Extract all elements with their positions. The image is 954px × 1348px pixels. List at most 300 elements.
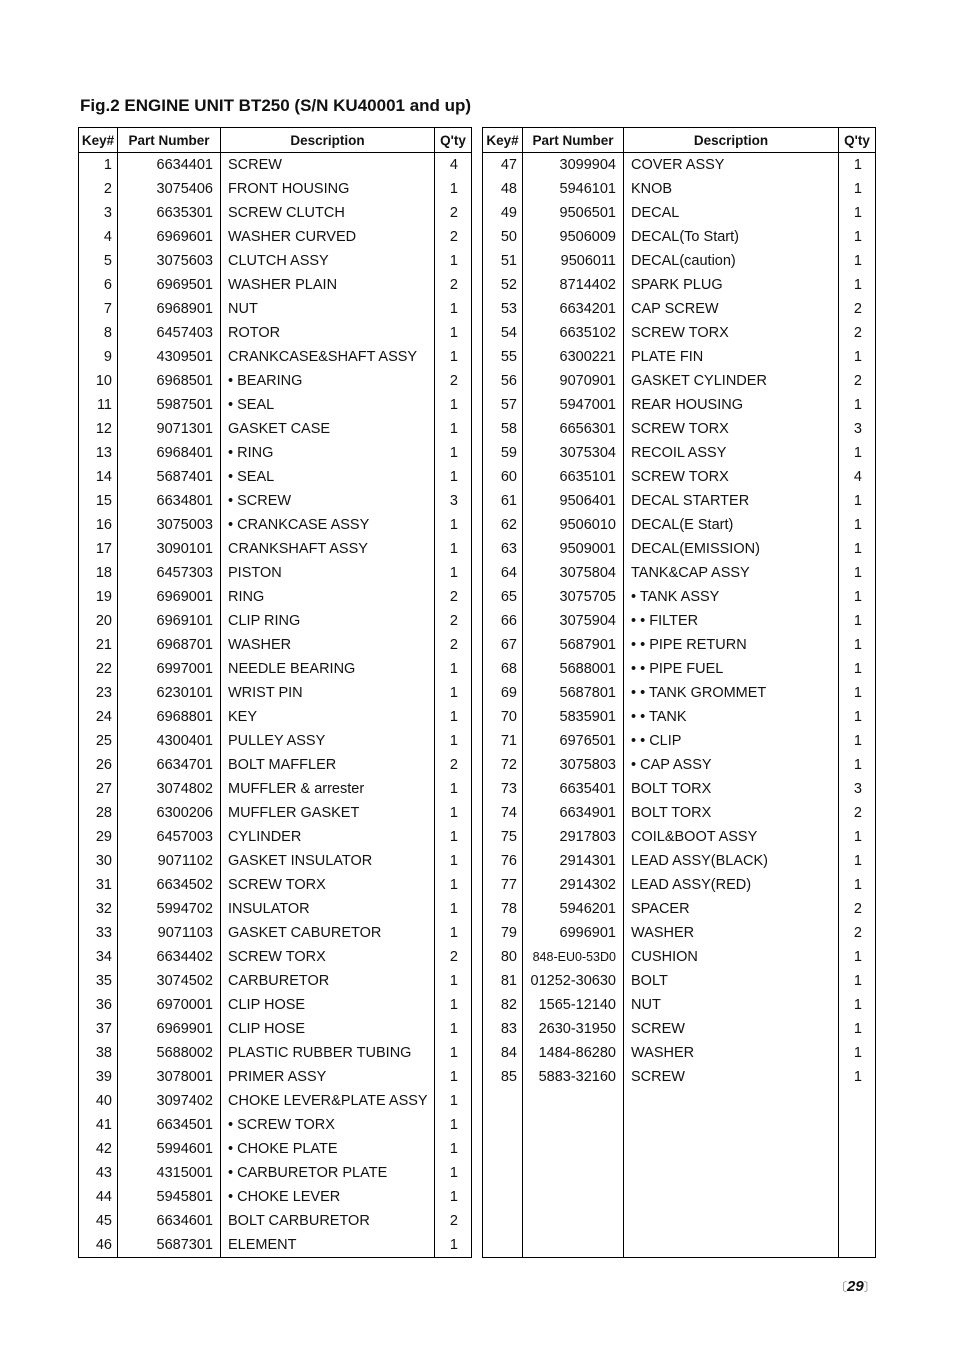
description-cell: RECOIL ASSY	[624, 441, 839, 465]
quantity-cell: 2	[435, 609, 472, 633]
description-cell: SCREW	[624, 1065, 839, 1089]
key-cell: 33	[79, 921, 118, 945]
part-number-cell: 5946201	[523, 897, 624, 921]
description-cell: WASHER PLAIN	[221, 273, 435, 297]
description-cell: SCREW TORX	[624, 321, 839, 345]
empty-cell	[523, 1185, 624, 1209]
empty-row	[483, 1137, 876, 1161]
part-number-cell: 3074802	[118, 777, 221, 801]
quantity-cell: 1	[435, 729, 472, 753]
quantity-cell: 4	[839, 465, 876, 489]
empty-row	[483, 1233, 876, 1258]
table-row	[483, 777, 876, 801]
quantity-cell: 1	[839, 657, 876, 681]
table-row	[79, 585, 472, 609]
part-number-cell: 6968901	[118, 297, 221, 321]
part-number-cell: 6996901	[523, 921, 624, 945]
quantity-cell: 1	[435, 1161, 472, 1185]
description-cell: CLIP HOSE	[221, 1017, 435, 1041]
part-number-cell: 5946101	[523, 177, 624, 201]
description-cell: DECAL STARTER	[624, 489, 839, 513]
key-cell: 31	[79, 873, 118, 897]
header-key: Key#	[79, 128, 118, 153]
description-cell: DECAL(EMISSION)	[624, 537, 839, 561]
description-cell: • CARBURETOR PLATE	[221, 1161, 435, 1185]
description-cell: NUT	[624, 993, 839, 1017]
part-number-cell: 9506501	[523, 201, 624, 225]
description-cell: • TANK ASSY	[624, 585, 839, 609]
table-row	[79, 225, 472, 249]
description-cell: CARBURETOR	[221, 969, 435, 993]
quantity-cell: 3	[839, 417, 876, 441]
table-row	[79, 1161, 472, 1185]
quantity-cell: 2	[839, 897, 876, 921]
part-number-cell: 6457003	[118, 825, 221, 849]
table-header-row	[483, 128, 876, 153]
part-number-cell: 6970001	[118, 993, 221, 1017]
description-cell: SPARK PLUG	[624, 273, 839, 297]
part-number-cell: 848-EU0-53D0	[523, 945, 624, 969]
empty-row	[483, 1089, 876, 1113]
empty-cell	[839, 1089, 876, 1113]
empty-row	[483, 1113, 876, 1137]
quantity-cell: 1	[435, 1041, 472, 1065]
key-cell: 15	[79, 489, 118, 513]
key-cell: 56	[483, 369, 523, 393]
quantity-cell: 1	[839, 489, 876, 513]
table-row	[483, 753, 876, 777]
description-cell: SCREW	[624, 1017, 839, 1041]
table-row	[483, 177, 876, 201]
header-description: Description	[221, 128, 435, 153]
part-number-cell: 6968501	[118, 369, 221, 393]
part-number-cell: 6457403	[118, 321, 221, 345]
part-number-cell: 9071102	[118, 849, 221, 873]
table-row	[79, 153, 472, 178]
quantity-cell: 3	[839, 777, 876, 801]
key-cell: 12	[79, 417, 118, 441]
key-cell: 1	[79, 153, 118, 178]
part-number-cell: 3099904	[523, 153, 624, 178]
description-cell: CRANKCASE&SHAFT ASSY	[221, 345, 435, 369]
quantity-cell: 1	[435, 1185, 472, 1209]
empty-cell	[523, 1161, 624, 1185]
description-cell: WRIST PIN	[221, 681, 435, 705]
part-number-cell: 6997001	[118, 657, 221, 681]
key-cell: 16	[79, 513, 118, 537]
table-row	[483, 681, 876, 705]
quantity-cell: 1	[839, 513, 876, 537]
key-cell: 22	[79, 657, 118, 681]
key-cell: 40	[79, 1089, 118, 1113]
key-cell: 18	[79, 561, 118, 585]
header-part-number: Part Number	[118, 128, 221, 153]
part-number-cell: 6968801	[118, 705, 221, 729]
description-cell: • BEARING	[221, 369, 435, 393]
quantity-cell: 1	[435, 873, 472, 897]
table-row	[483, 345, 876, 369]
table-row	[79, 249, 472, 273]
quantity-cell: 1	[839, 585, 876, 609]
description-cell: CUSHION	[624, 945, 839, 969]
description-cell: DECAL(E Start)	[624, 513, 839, 537]
key-cell: 27	[79, 777, 118, 801]
quantity-cell: 1	[839, 249, 876, 273]
part-number-cell: 9071301	[118, 417, 221, 441]
quantity-cell: 1	[839, 825, 876, 849]
table-row	[79, 393, 472, 417]
empty-cell	[624, 1137, 839, 1161]
description-cell: • • TANK GROMMET	[624, 681, 839, 705]
key-cell: 46	[79, 1233, 118, 1258]
key-cell: 11	[79, 393, 118, 417]
quantity-cell: 1	[435, 513, 472, 537]
page-number-value: 29	[847, 1278, 864, 1295]
description-cell: DECAL	[624, 201, 839, 225]
part-number-cell: 3075603	[118, 249, 221, 273]
parts-table-right	[482, 127, 876, 1258]
table-row	[79, 369, 472, 393]
empty-cell	[839, 1137, 876, 1161]
quantity-cell: 1	[435, 1137, 472, 1161]
quantity-cell: 1	[839, 441, 876, 465]
key-cell: 65	[483, 585, 523, 609]
key-cell: 6	[79, 273, 118, 297]
part-number-cell: 3074502	[118, 969, 221, 993]
quantity-cell: 1	[839, 1017, 876, 1041]
table-row	[483, 201, 876, 225]
part-number-cell: 5687401	[118, 465, 221, 489]
table-row	[79, 1065, 472, 1089]
empty-cell	[624, 1113, 839, 1137]
table-row	[79, 321, 472, 345]
quantity-cell: 1	[435, 801, 472, 825]
quantity-cell: 1	[839, 993, 876, 1017]
part-number-cell: 6300206	[118, 801, 221, 825]
key-cell: 53	[483, 297, 523, 321]
part-number-cell: 2914302	[523, 873, 624, 897]
description-cell: LEAD ASSY(RED)	[624, 873, 839, 897]
description-cell: • SEAL	[221, 393, 435, 417]
table-row	[79, 1137, 472, 1161]
key-cell: 44	[79, 1185, 118, 1209]
table-row	[483, 417, 876, 441]
description-cell: BOLT MAFFLER	[221, 753, 435, 777]
table-row	[79, 1041, 472, 1065]
key-cell: 48	[483, 177, 523, 201]
quantity-cell: 1	[435, 321, 472, 345]
key-cell: 80	[483, 945, 523, 969]
key-cell: 64	[483, 561, 523, 585]
part-number-cell: 6968401	[118, 441, 221, 465]
quantity-cell: 1	[839, 153, 876, 178]
empty-cell	[839, 1161, 876, 1185]
table-row	[79, 969, 472, 993]
key-cell: 2	[79, 177, 118, 201]
empty-cell	[624, 1089, 839, 1113]
quantity-cell: 1	[435, 465, 472, 489]
quantity-cell: 1	[839, 537, 876, 561]
part-number-cell: 9070901	[523, 369, 624, 393]
description-cell: ROTOR	[221, 321, 435, 345]
part-number-cell: 9506009	[523, 225, 624, 249]
key-cell: 59	[483, 441, 523, 465]
description-cell: • CHOKE LEVER	[221, 1185, 435, 1209]
part-number-cell: 5688001	[523, 657, 624, 681]
key-cell: 30	[79, 849, 118, 873]
table-row	[483, 321, 876, 345]
description-cell: CYLINDER	[221, 825, 435, 849]
part-number-cell: 1484-86280	[523, 1041, 624, 1065]
part-number-cell: 3075406	[118, 177, 221, 201]
part-number-cell: 3075904	[523, 609, 624, 633]
table-row	[483, 657, 876, 681]
part-number-cell: 6230101	[118, 681, 221, 705]
key-cell: 36	[79, 993, 118, 1017]
description-cell: • • TANK	[624, 705, 839, 729]
key-cell: 32	[79, 897, 118, 921]
description-cell: CRANKSHAFT ASSY	[221, 537, 435, 561]
part-number-cell: 6969501	[118, 273, 221, 297]
table-row	[483, 873, 876, 897]
table-row	[79, 801, 472, 825]
part-number-cell: 6634501	[118, 1113, 221, 1137]
description-cell: PLASTIC RUBBER TUBING	[221, 1041, 435, 1065]
description-cell: PLATE FIN	[624, 345, 839, 369]
table-row	[79, 1089, 472, 1113]
description-cell: CLIP HOSE	[221, 993, 435, 1017]
empty-row	[483, 1161, 876, 1185]
table-row	[483, 297, 876, 321]
description-cell: ELEMENT	[221, 1233, 435, 1258]
quantity-cell: 1	[435, 537, 472, 561]
key-cell: 9	[79, 345, 118, 369]
quantity-cell: 1	[435, 1113, 472, 1137]
table-row	[483, 273, 876, 297]
key-cell: 24	[79, 705, 118, 729]
table-row	[79, 681, 472, 705]
key-cell: 51	[483, 249, 523, 273]
table-row	[483, 945, 876, 969]
key-cell: 72	[483, 753, 523, 777]
table-row	[483, 441, 876, 465]
description-cell: • • FILTER	[624, 609, 839, 633]
part-number-cell: 6634201	[523, 297, 624, 321]
part-number-cell: 2914301	[523, 849, 624, 873]
key-cell: 73	[483, 777, 523, 801]
description-cell: GASKET CASE	[221, 417, 435, 441]
key-cell: 26	[79, 753, 118, 777]
part-number-cell: 6635102	[523, 321, 624, 345]
part-number-cell: 5687801	[523, 681, 624, 705]
part-number-cell: 3075003	[118, 513, 221, 537]
page-title: Fig.2 ENGINE UNIT BT250 (S/N KU40001 and up)	[80, 96, 472, 115]
parts-table-left-body	[79, 153, 472, 1258]
part-number-cell: 6634601	[118, 1209, 221, 1233]
quantity-cell: 1	[435, 1233, 472, 1258]
table-row	[483, 369, 876, 393]
part-number-cell: 5994601	[118, 1137, 221, 1161]
key-cell: 77	[483, 873, 523, 897]
key-cell: 4	[79, 225, 118, 249]
key-cell: 37	[79, 1017, 118, 1041]
part-number-cell: 5687901	[523, 633, 624, 657]
quantity-cell: 1	[435, 249, 472, 273]
quantity-cell: 1	[839, 849, 876, 873]
empty-cell	[839, 1233, 876, 1258]
key-cell: 38	[79, 1041, 118, 1065]
description-cell: COIL&BOOT ASSY	[624, 825, 839, 849]
quantity-cell: 1	[839, 393, 876, 417]
quantity-cell: 1	[435, 849, 472, 873]
part-number-cell: 6656301	[523, 417, 624, 441]
table-row	[79, 201, 472, 225]
quantity-cell: 1	[435, 657, 472, 681]
key-cell: 66	[483, 609, 523, 633]
quantity-cell: 1	[435, 393, 472, 417]
table-row	[483, 825, 876, 849]
description-cell: MUFFLER & arrester	[221, 777, 435, 801]
description-cell: PISTON	[221, 561, 435, 585]
quantity-cell: 1	[435, 1089, 472, 1113]
key-cell: 84	[483, 1041, 523, 1065]
part-number-cell: 9506010	[523, 513, 624, 537]
description-cell: TANK&CAP ASSY	[624, 561, 839, 585]
quantity-cell: 1	[435, 417, 472, 441]
key-cell: 34	[79, 945, 118, 969]
quantity-cell: 1	[435, 897, 472, 921]
quantity-cell: 1	[839, 225, 876, 249]
table-row	[79, 297, 472, 321]
key-cell: 7	[79, 297, 118, 321]
description-cell: SPACER	[624, 897, 839, 921]
quantity-cell: 2	[435, 633, 472, 657]
table-row	[79, 441, 472, 465]
empty-cell	[483, 1137, 523, 1161]
part-number-cell: 6634701	[118, 753, 221, 777]
table-row	[79, 657, 472, 681]
part-number-cell: 3078001	[118, 1065, 221, 1089]
part-number-cell: 6634901	[523, 801, 624, 825]
table-row	[79, 465, 472, 489]
key-cell: 8	[79, 321, 118, 345]
quantity-cell: 3	[435, 489, 472, 513]
key-cell: 70	[483, 705, 523, 729]
key-cell: 23	[79, 681, 118, 705]
empty-row	[483, 1209, 876, 1233]
key-cell: 61	[483, 489, 523, 513]
quantity-cell: 2	[839, 921, 876, 945]
table-row	[483, 993, 876, 1017]
table-row	[79, 705, 472, 729]
empty-cell	[624, 1185, 839, 1209]
table-row	[483, 537, 876, 561]
quantity-cell: 1	[435, 1065, 472, 1089]
table-row	[483, 225, 876, 249]
description-cell: KEY	[221, 705, 435, 729]
quantity-cell: 1	[435, 561, 472, 585]
quantity-cell: 1	[839, 1065, 876, 1089]
parts-table-right-body	[483, 153, 876, 1258]
quantity-cell: 2	[435, 585, 472, 609]
table-row	[79, 609, 472, 633]
empty-cell	[483, 1089, 523, 1113]
description-cell: CHOKE LEVER&PLATE ASSY	[221, 1089, 435, 1113]
table-row	[483, 897, 876, 921]
description-cell: WASHER CURVED	[221, 225, 435, 249]
description-cell: • • PIPE FUEL	[624, 657, 839, 681]
part-number-cell: 3075304	[523, 441, 624, 465]
quantity-cell: 1	[839, 681, 876, 705]
quantity-cell: 1	[839, 1041, 876, 1065]
description-cell: SCREW CLUTCH	[221, 201, 435, 225]
empty-cell	[624, 1233, 839, 1258]
table-row	[483, 801, 876, 825]
table-row	[79, 1185, 472, 1209]
key-cell: 69	[483, 681, 523, 705]
table-row	[79, 1233, 472, 1258]
empty-cell	[839, 1185, 876, 1209]
description-cell: NEEDLE BEARING	[221, 657, 435, 681]
description-cell: DECAL(To Start)	[624, 225, 839, 249]
description-cell: • • PIPE RETURN	[624, 633, 839, 657]
part-number-cell: 2917803	[523, 825, 624, 849]
description-cell: • RING	[221, 441, 435, 465]
key-cell: 58	[483, 417, 523, 441]
description-cell: NUT	[221, 297, 435, 321]
part-number-cell: 6635101	[523, 465, 624, 489]
part-number-cell: 3090101	[118, 537, 221, 561]
key-cell: 14	[79, 465, 118, 489]
description-cell: WASHER	[624, 1041, 839, 1065]
empty-cell	[523, 1137, 624, 1161]
quantity-cell: 1	[839, 345, 876, 369]
description-cell: REAR HOUSING	[624, 393, 839, 417]
description-cell: BOLT TORX	[624, 801, 839, 825]
description-cell: CLUTCH ASSY	[221, 249, 435, 273]
quantity-cell: 1	[435, 297, 472, 321]
part-number-cell: 01252-30630	[523, 969, 624, 993]
key-cell: 79	[483, 921, 523, 945]
key-cell: 39	[79, 1065, 118, 1089]
description-cell: GASKET CABURETOR	[221, 921, 435, 945]
part-number-cell: 5688002	[118, 1041, 221, 1065]
part-number-cell: 6969001	[118, 585, 221, 609]
quantity-cell: 1	[839, 633, 876, 657]
empty-cell	[839, 1209, 876, 1233]
table-row	[483, 609, 876, 633]
part-number-cell: 2630-31950	[523, 1017, 624, 1041]
table-row	[483, 585, 876, 609]
part-number-cell: 6968701	[118, 633, 221, 657]
key-cell: 28	[79, 801, 118, 825]
description-cell: • SCREW TORX	[221, 1113, 435, 1137]
quantity-cell: 1	[435, 1017, 472, 1041]
key-cell: 78	[483, 897, 523, 921]
page-bracket-open: 〔	[835, 1280, 848, 1294]
key-cell: 62	[483, 513, 523, 537]
description-cell: DECAL(caution)	[624, 249, 839, 273]
key-cell: 81	[483, 969, 523, 993]
table-row	[483, 393, 876, 417]
empty-cell	[624, 1161, 839, 1185]
empty-cell	[839, 1113, 876, 1137]
table-row	[79, 1017, 472, 1041]
part-number-cell: 6969601	[118, 225, 221, 249]
key-cell: 47	[483, 153, 523, 178]
description-cell: LEAD ASSY(BLACK)	[624, 849, 839, 873]
part-number-cell: 9506401	[523, 489, 624, 513]
